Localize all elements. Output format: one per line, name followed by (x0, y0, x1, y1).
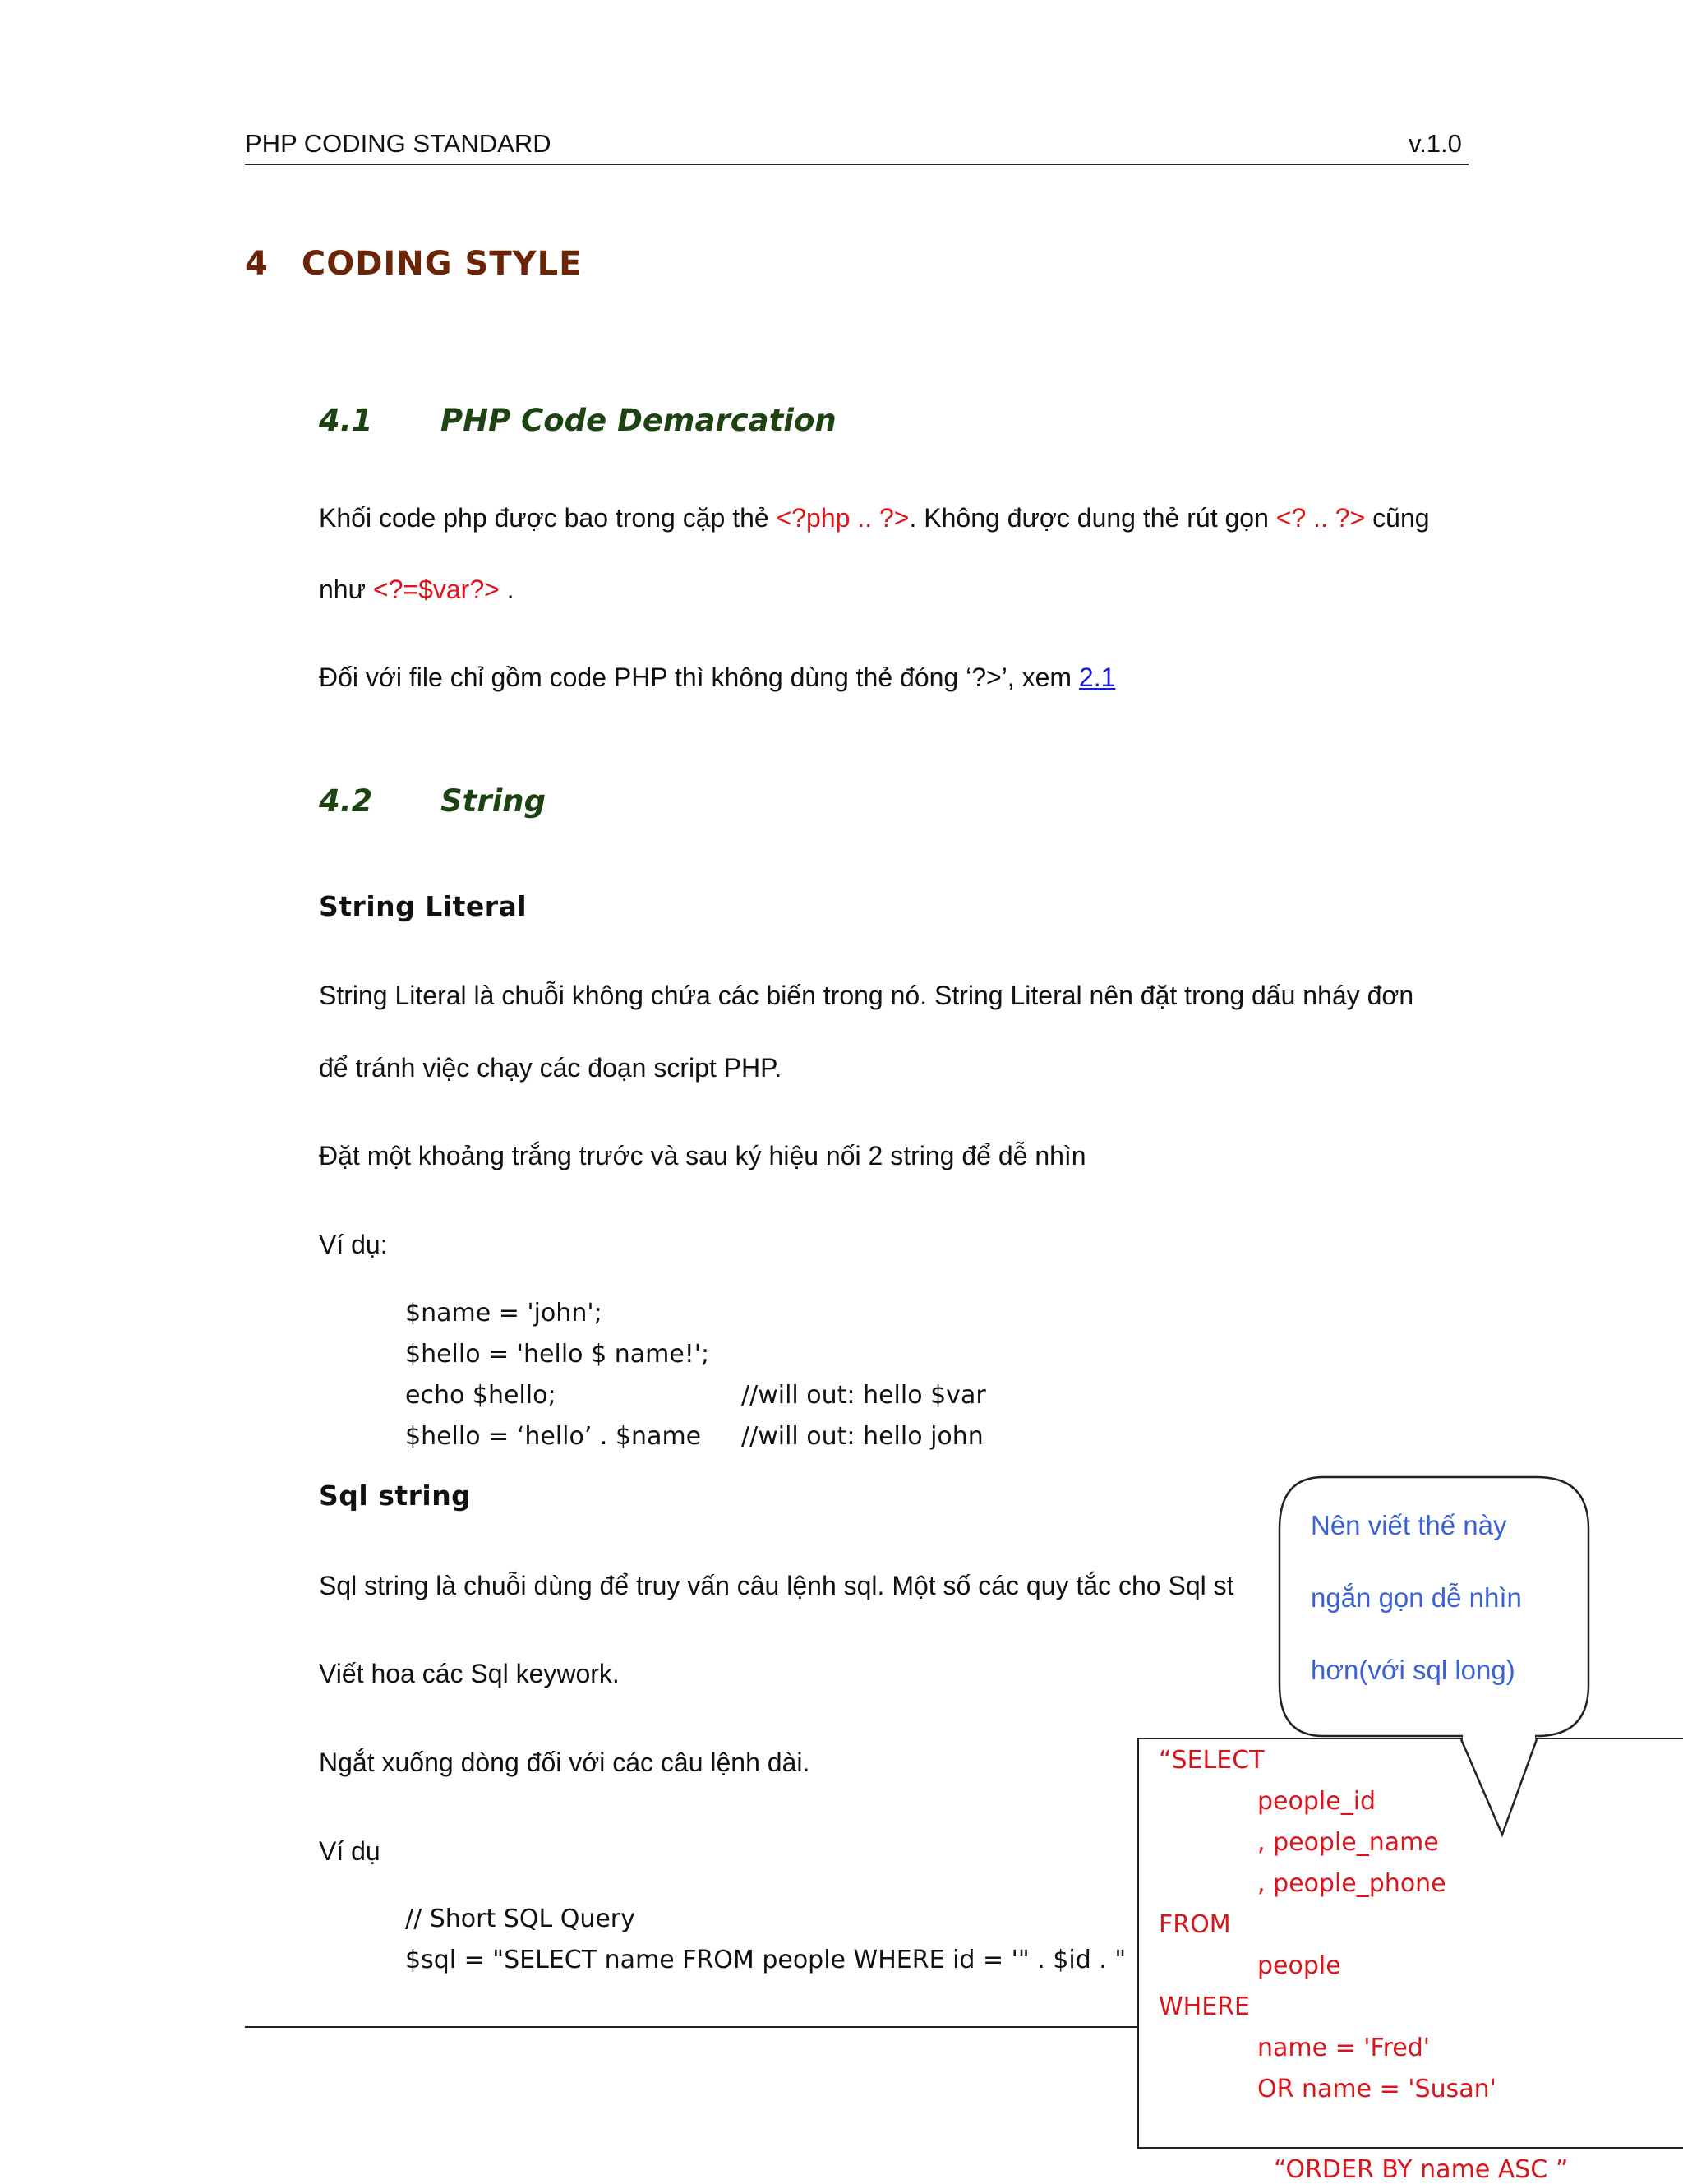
php-tag-echo: <?=$var?> (372, 575, 500, 604)
sql-code-line: $sql = "SELECT name FROM people WHERE id = '" . $id . " (405, 1946, 1127, 1974)
code-line: $hello = 'hello $ name!'; (405, 1340, 710, 1369)
s41-paragraph-2: Đối với file chỉ gồm code PHP thì không dùng thẻ đóng ‘?>’, xem 2.1 (319, 663, 1116, 692)
section-4-1-title: PHP Code Demarcation (440, 403, 837, 438)
code-line: $hello = ‘hello’ . $name (405, 1422, 702, 1451)
sql-box-line: name = 'Fred' (1257, 2034, 1431, 2062)
sql-code-comment: // Short SQL Query (405, 1905, 635, 1933)
section-4-2-title: String (440, 783, 546, 819)
sql-paragraph-3: Ngắt xuống dòng đối với các câu lệnh dài. (319, 1748, 810, 1777)
callout-line: Nên viết thế này (1311, 1510, 1507, 1540)
sql-box-line: , people_name (1257, 1828, 1439, 1857)
php-tag-short: <? .. ?> (1275, 503, 1366, 533)
sql-box-line: people_id (1257, 1787, 1376, 1816)
sql-box-line: , people_phone (1257, 1869, 1446, 1898)
code-comment: //will out: hello john (741, 1422, 984, 1451)
sql-box-line: FROM (1159, 1910, 1231, 1939)
section-2-1-link[interactable]: 2.1 (1078, 663, 1116, 692)
sql-box-overflow-line: “ORDER BY name ASC ” (1274, 2155, 1569, 2184)
sql-paragraph-2: Viết hoa các Sql keywork. (319, 1659, 620, 1688)
chapter-number: 4 (245, 245, 269, 283)
sql-box-line: “SELECT (1159, 1746, 1265, 1775)
sql-box-line: OR name = 'Susan' (1257, 2075, 1496, 2103)
callout-line: hơn(với sql long) (1311, 1655, 1515, 1685)
sql-box-line: people (1257, 1951, 1341, 1980)
footer-rule (245, 2026, 1141, 2028)
s41-paragraph-1-cont: như <?=$var?> . (319, 575, 514, 604)
sql-box-line: WHERE (1159, 1992, 1250, 2021)
callout-pointer (1455, 1729, 1553, 1845)
sql-paragraph-1: Sql string là chuỗi dùng để truy vấn câu lệnh sql. Một số các quy tắc cho Sql st (319, 1571, 1234, 1600)
string-literal-heading: String Literal (319, 890, 528, 922)
example-label-2: Ví dụ (319, 1836, 380, 1866)
header-version: v.1.0 (1409, 129, 1462, 158)
chapter-title: CODING STYLE (301, 245, 583, 283)
s41-paragraph-1: Khối code php được bao trong cặp thẻ <?php .. ?>. Không được dung thẻ rút gọn <? .. ?> cũng (319, 503, 1430, 533)
code-line: $name = 'john'; (405, 1299, 602, 1327)
literal-paragraph-1-cont: để tránh việc chạy các đoạn script PHP. (319, 1053, 782, 1083)
section-4-1-number: 4.1 (319, 403, 373, 438)
header-title: PHP CODING STANDARD (245, 129, 551, 158)
sql-string-heading: Sql string (319, 1480, 472, 1512)
php-tag-full: <?php .. ?> (776, 503, 910, 533)
code-line: echo $hello; (405, 1381, 556, 1410)
example-label: Ví dụ: (319, 1230, 388, 1259)
chapter-heading (245, 245, 582, 283)
callout-line: ngắn gọn dễ nhìn (1311, 1582, 1522, 1613)
literal-paragraph-2: Đặt một khoảng trắng trước và sau ký hiệu nối 2 string để dễ nhìn (319, 1141, 1086, 1170)
section-4-2-number: 4.2 (319, 783, 373, 819)
literal-paragraph-1: String Literal là chuỗi không chứa các biến trong nó. String Literal nên đặt trong dấu nháy đơn (319, 981, 1414, 1010)
header-rule (245, 164, 1469, 165)
code-comment: //will out: hello $var (741, 1381, 986, 1410)
